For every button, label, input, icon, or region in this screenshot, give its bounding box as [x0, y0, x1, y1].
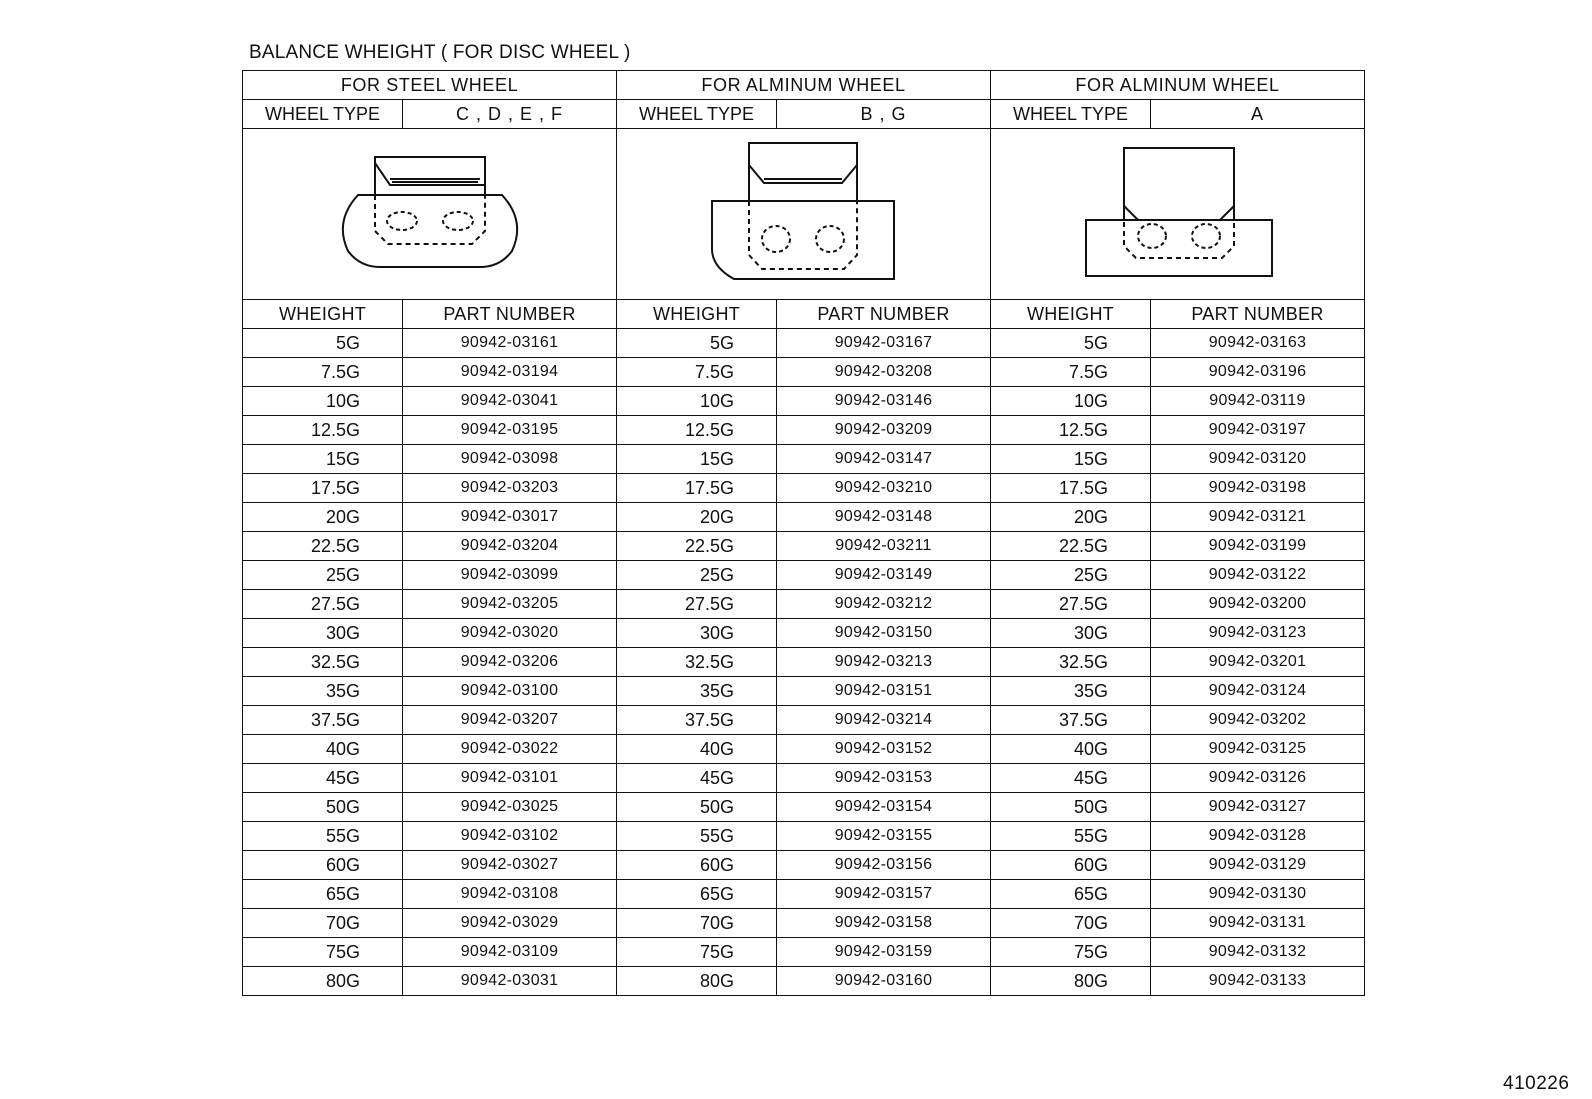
column-header-row: [243, 300, 1365, 329]
weight-cell: 12.5G: [991, 416, 1151, 445]
group-title-alminum-a: FOR ALMINUM WHEEL: [991, 71, 1365, 100]
diagram-row: [243, 129, 1365, 300]
part-number-cell: 90942-03149: [777, 561, 991, 590]
table-row: [243, 648, 1365, 677]
part-number-cell: 90942-03213: [777, 648, 991, 677]
part-number-cell: 90942-03163: [1151, 329, 1365, 358]
table-row: [243, 706, 1365, 735]
part-number-cell: 90942-03133: [1151, 967, 1365, 996]
wheel-type-value: C , D , E , F: [403, 100, 617, 129]
weight-cell: 7.5G: [617, 358, 777, 387]
weight-cell: 75G: [243, 938, 403, 967]
table-row: [243, 445, 1365, 474]
weight-cell: 75G: [617, 938, 777, 967]
weight-cell: 80G: [991, 967, 1151, 996]
part-number-cell: 90942-03198: [1151, 474, 1365, 503]
weight-cell: 60G: [617, 851, 777, 880]
data-rows: [243, 329, 1365, 996]
part-number-cell: 90942-03128: [1151, 822, 1365, 851]
weight-cell: 22.5G: [991, 532, 1151, 561]
weight-cell: 35G: [243, 677, 403, 706]
part-number-cell: 90942-03212: [777, 590, 991, 619]
weight-cell: 70G: [991, 909, 1151, 938]
part-number-cell: 90942-03146: [777, 387, 991, 416]
part-number-cell: 90942-03126: [1151, 764, 1365, 793]
part-number-cell: 90942-03203: [403, 474, 617, 503]
weight-cell: 50G: [617, 793, 777, 822]
table-row: [243, 329, 1365, 358]
weight-cell: 27.5G: [991, 590, 1151, 619]
steel-wheel-clip-weight-icon: [330, 149, 530, 279]
part-number-cell: 90942-03214: [777, 706, 991, 735]
part-number-cell: 90942-03155: [777, 822, 991, 851]
part-number-cell: 90942-03131: [1151, 909, 1365, 938]
wheel-type-label: WHEEL TYPE: [243, 100, 403, 129]
wheel-type-row: [243, 100, 1365, 129]
weight-cell: 20G: [243, 503, 403, 532]
part-number-cell: 90942-03160: [777, 967, 991, 996]
weight-cell: 30G: [991, 619, 1151, 648]
part-number-cell: 90942-03129: [1151, 851, 1365, 880]
weight-cell: 22.5G: [243, 532, 403, 561]
table-row: [243, 532, 1365, 561]
part-number-cell: 90942-03120: [1151, 445, 1365, 474]
table-row: [243, 677, 1365, 706]
weight-cell: 32.5G: [617, 648, 777, 677]
weight-cell: 17.5G: [991, 474, 1151, 503]
table-row: [243, 822, 1365, 851]
weight-cell: 55G: [617, 822, 777, 851]
table-row: [243, 938, 1365, 967]
part-number-cell: 90942-03132: [1151, 938, 1365, 967]
weight-cell: 65G: [617, 880, 777, 909]
part-number-cell: 90942-03156: [777, 851, 991, 880]
weight-cell: 32.5G: [243, 648, 403, 677]
part-number-cell: 90942-03207: [403, 706, 617, 735]
weight-cell: 5G: [617, 329, 777, 358]
weight-cell: 25G: [617, 561, 777, 590]
column-header: WHEIGHT: [991, 300, 1151, 329]
part-number-cell: 90942-03027: [403, 851, 617, 880]
weight-cell: 20G: [617, 503, 777, 532]
weight-cell: 25G: [243, 561, 403, 590]
weight-cell: 45G: [243, 764, 403, 793]
column-header: PART NUMBER: [777, 300, 991, 329]
part-number-cell: 90942-03202: [1151, 706, 1365, 735]
part-number-cell: 90942-03158: [777, 909, 991, 938]
part-number-cell: 90942-03147: [777, 445, 991, 474]
part-number-cell: 90942-03029: [403, 909, 617, 938]
part-number-cell: 90942-03159: [777, 938, 991, 967]
wheel-type-label: WHEEL TYPE: [991, 100, 1151, 129]
weight-cell: 37.5G: [243, 706, 403, 735]
figure-id: 410226: [1503, 1073, 1570, 1094]
part-number-cell: 90942-03195: [403, 416, 617, 445]
part-number-cell: 90942-03022: [403, 735, 617, 764]
weight-cell: 5G: [991, 329, 1151, 358]
weight-cell: 50G: [243, 793, 403, 822]
table-row: [243, 503, 1365, 532]
part-number-cell: 90942-03148: [777, 503, 991, 532]
weight-cell: 65G: [243, 880, 403, 909]
part-number-cell: 90942-03196: [1151, 358, 1365, 387]
weight-cell: 35G: [991, 677, 1151, 706]
weight-cell: 27.5G: [617, 590, 777, 619]
part-number-cell: 90942-03102: [403, 822, 617, 851]
column-header: WHEIGHT: [243, 300, 403, 329]
weight-cell: 22.5G: [617, 532, 777, 561]
part-number-cell: 90942-03100: [403, 677, 617, 706]
table-row: [243, 880, 1365, 909]
part-number-cell: 90942-03208: [777, 358, 991, 387]
weight-cell: 70G: [617, 909, 777, 938]
table-row: [243, 735, 1365, 764]
weight-cell: 75G: [991, 938, 1151, 967]
weight-cell: 70G: [243, 909, 403, 938]
part-number-cell: 90942-03121: [1151, 503, 1365, 532]
part-number-cell: 90942-03109: [403, 938, 617, 967]
part-number-cell: 90942-03152: [777, 735, 991, 764]
part-number-cell: 90942-03209: [777, 416, 991, 445]
part-number-cell: 90942-03025: [403, 793, 617, 822]
weight-cell: 17.5G: [617, 474, 777, 503]
part-number-cell: 90942-03151: [777, 677, 991, 706]
group-title-steel: FOR STEEL WHEEL: [243, 71, 617, 100]
part-number-cell: 90942-03101: [403, 764, 617, 793]
weight-cell: 80G: [243, 967, 403, 996]
weight-cell: 45G: [991, 764, 1151, 793]
weight-cell: 12.5G: [617, 416, 777, 445]
alloy-wheel-clip-weight-bg-icon: [704, 139, 904, 289]
weight-cell: 12.5G: [243, 416, 403, 445]
group-title-row: [243, 71, 1365, 100]
wheel-type-label: WHEEL TYPE: [617, 100, 777, 129]
table-row: [243, 561, 1365, 590]
table-row: [243, 851, 1365, 880]
column-header: PART NUMBER: [1151, 300, 1365, 329]
weight-cell: 10G: [991, 387, 1151, 416]
weight-cell: 40G: [243, 735, 403, 764]
part-number-cell: 90942-03197: [1151, 416, 1365, 445]
part-number-cell: 90942-03017: [403, 503, 617, 532]
wheel-type-value: A: [1151, 100, 1365, 129]
part-number-cell: 90942-03122: [1151, 561, 1365, 590]
table-row: [243, 967, 1365, 996]
table-row: [243, 619, 1365, 648]
part-number-cell: 90942-03124: [1151, 677, 1365, 706]
diagram-cell-alminum-bg: [617, 129, 991, 300]
weight-cell: 40G: [991, 735, 1151, 764]
weight-cell: 35G: [617, 677, 777, 706]
table-row: [243, 793, 1365, 822]
alloy-wheel-clip-weight-a-icon: [1078, 144, 1278, 284]
part-number-cell: 90942-03130: [1151, 880, 1365, 909]
weight-cell: 10G: [617, 387, 777, 416]
weight-cell: 37.5G: [991, 706, 1151, 735]
part-number-cell: 90942-03211: [777, 532, 991, 561]
part-number-cell: 90942-03199: [1151, 532, 1365, 561]
group-title-alminum-bg: FOR ALMINUM WHEEL: [617, 71, 991, 100]
weight-cell: 15G: [617, 445, 777, 474]
weight-cell: 25G: [991, 561, 1151, 590]
part-number-cell: 90942-03201: [1151, 648, 1365, 677]
part-number-cell: 90942-03099: [403, 561, 617, 590]
weight-cell: 7.5G: [991, 358, 1151, 387]
diagram-cell-steel: [243, 129, 617, 300]
part-number-cell: 90942-03127: [1151, 793, 1365, 822]
wheel-type-value: B , G: [777, 100, 991, 129]
table-row: [243, 387, 1365, 416]
part-number-cell: 90942-03150: [777, 619, 991, 648]
part-number-cell: 90942-03210: [777, 474, 991, 503]
part-number-cell: 90942-03205: [403, 590, 617, 619]
part-number-cell: 90942-03041: [403, 387, 617, 416]
part-number-cell: 90942-03031: [403, 967, 617, 996]
part-number-cell: 90942-03194: [403, 358, 617, 387]
table-row: [243, 474, 1365, 503]
part-number-cell: 90942-03167: [777, 329, 991, 358]
part-number-cell: 90942-03153: [777, 764, 991, 793]
part-number-cell: 90942-03154: [777, 793, 991, 822]
weight-cell: 37.5G: [617, 706, 777, 735]
part-number-cell: 90942-03157: [777, 880, 991, 909]
weight-cell: 80G: [617, 967, 777, 996]
part-number-cell: 90942-03161: [403, 329, 617, 358]
weight-cell: 30G: [243, 619, 403, 648]
weight-cell: 15G: [243, 445, 403, 474]
part-number-cell: 90942-03125: [1151, 735, 1365, 764]
part-number-cell: 90942-03206: [403, 648, 617, 677]
weight-cell: 55G: [991, 822, 1151, 851]
weight-cell: 40G: [617, 735, 777, 764]
part-number-cell: 90942-03204: [403, 532, 617, 561]
weight-cell: 15G: [991, 445, 1151, 474]
weight-cell: 55G: [243, 822, 403, 851]
weight-cell: 60G: [243, 851, 403, 880]
weight-cell: 20G: [991, 503, 1151, 532]
weight-cell: 10G: [243, 387, 403, 416]
part-number-cell: 90942-03098: [403, 445, 617, 474]
part-number-cell: 90942-03020: [403, 619, 617, 648]
part-number-cell: 90942-03119: [1151, 387, 1365, 416]
table-row: [243, 909, 1365, 938]
weight-cell: 27.5G: [243, 590, 403, 619]
weight-cell: 65G: [991, 880, 1151, 909]
table-row: [243, 764, 1365, 793]
diagram-cell-alminum-a: [991, 129, 1365, 300]
weight-cell: 30G: [617, 619, 777, 648]
table-caption: BALANCE WHEIGHT ( FOR DISC WHEEL ): [249, 42, 631, 63]
weight-cell: 32.5G: [991, 648, 1151, 677]
column-header: WHEIGHT: [617, 300, 777, 329]
weight-cell: 50G: [991, 793, 1151, 822]
weight-cell: 45G: [617, 764, 777, 793]
balance-weight-table: [242, 70, 1365, 996]
table-row: [243, 416, 1365, 445]
weight-cell: 17.5G: [243, 474, 403, 503]
weight-cell: 60G: [991, 851, 1151, 880]
table-row: [243, 590, 1365, 619]
column-header: PART NUMBER: [403, 300, 617, 329]
part-number-cell: 90942-03200: [1151, 590, 1365, 619]
weight-cell: 7.5G: [243, 358, 403, 387]
part-number-cell: 90942-03123: [1151, 619, 1365, 648]
part-number-cell: 90942-03108: [403, 880, 617, 909]
table-row: [243, 358, 1365, 387]
weight-cell: 5G: [243, 329, 403, 358]
